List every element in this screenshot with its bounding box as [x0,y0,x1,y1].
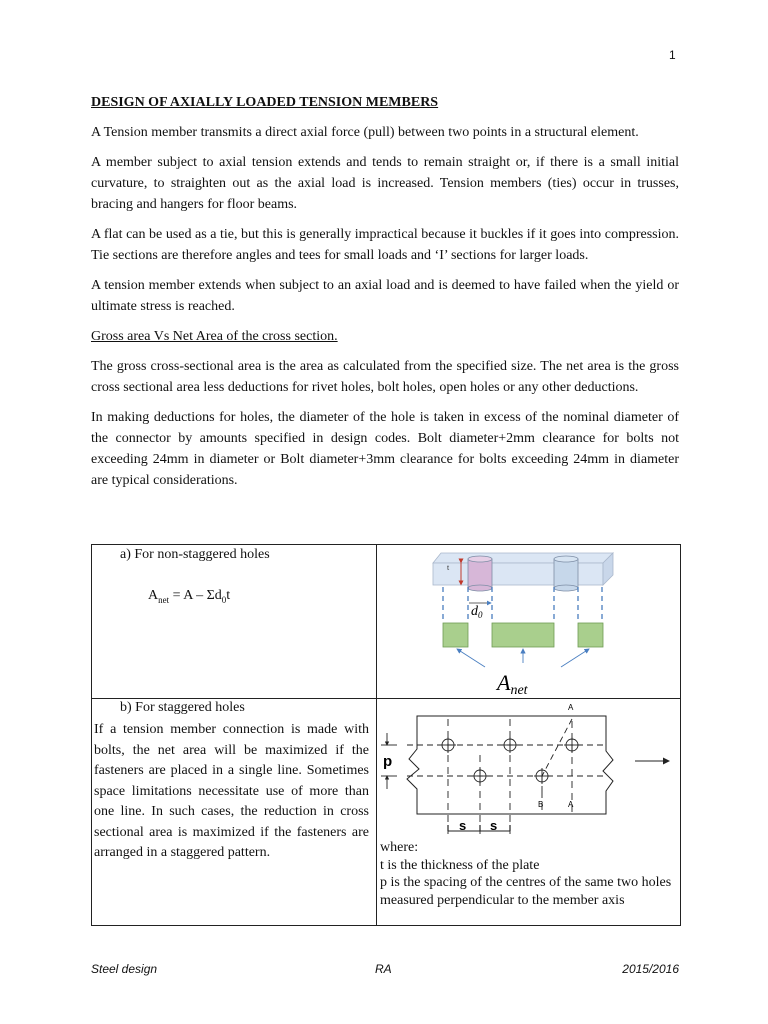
page-number: 1 [669,48,676,62]
paragraph: A flat can be used as a tie, but this is generally impractical because it buckles if it goes into compression. Tie sections are therefore angles and tees for small loads and ‘I’ sections for larger loads. [91,227,679,263]
where-label: where: [380,840,419,855]
where-t-definition: t is the thickness of the plate [380,857,540,873]
anet-label: Anet [497,670,528,698]
section-b-label: B [538,800,544,809]
non-staggered-cell [92,545,377,699]
staggered-holes-figure [377,699,680,839]
spacing-label-2: s [490,818,498,833]
staggered-description: If a tension member connection is made with bolts, the net area will be maximized if the fasteners are placed in a single line. Sometimes space limitations necessitate use of more than one line. In such cases, the reduction in cross sectional area is maximized if the fasteners are arranged in a staggered pattern. [94,722,369,860]
pitch-label: p [383,753,393,770]
staggered-caption: b) For staggered holes [120,700,245,715]
net-area-formula: $A_{net} = A - \Sigma d_0t$ [148,588,231,605]
footer-course: Steel design [91,962,158,976]
paragraph: A member subject to axial tension extends and tends to remain straight or, if there is a small initial curvature, to straighten out as the axial load is increased. Tension members (ties) occur in trusses, bracing and hangers for floor beams. [91,155,679,212]
section-title: DESIGN OF AXIALLY LOADED TENSION MEMBERS [91,95,439,110]
thickness-label: t [447,563,450,572]
spacing-label-1: s [459,818,467,833]
non-staggered-caption: a) For non-staggered holes [120,547,270,562]
non-staggered-holes-figure [377,545,680,698]
paragraph: The gross cross-sectional area is the area as calculated from the specified size. The net area is the gross cross sectional area less deductions for rivet holes, bolt holes, open holes or any other deductions. [91,359,679,395]
paragraph: A Tension member transmits a direct axial force (pull) between two points in a structural element. [91,125,639,140]
subheading: Gross area Vs Net Area of the cross section. [91,329,338,344]
section-a-bottom-label: A [568,800,574,809]
staggered-cell [92,699,377,926]
d0-label: $d_0$ [471,604,483,620]
non-staggered-figure-cell [377,545,681,699]
footer-year: 2015/2016 [622,962,679,976]
where-definitions [380,839,676,909]
where-p-definition: p is the spacing of the centres of the same two holes measured perpendicular to the member axis [380,875,672,908]
footer-author: RA [375,962,392,976]
paragraph: A tension member extends when subject to an axial load and is deemed to have failed when the yield or ultimate stress is reached. [91,278,679,314]
paragraph: In making deductions for holes, the diameter of the hole is taken in excess of the nominal diameter of the connector by amounts specified in design codes. Bolt diameter+2mm clearance for bolts not exceeding 24mm in diameter or Bolt diameter+3mm clearance for bolts exceeding 24mm in diameter are typical considerations. [91,410,679,488]
body-text [91,92,679,500]
net-area-block [492,623,554,647]
net-area-block [578,623,603,647]
net-area-block [443,623,468,647]
holes-table [91,544,681,926]
section-a-top-label: A [568,703,574,712]
staggered-figure-cell [377,699,681,926]
